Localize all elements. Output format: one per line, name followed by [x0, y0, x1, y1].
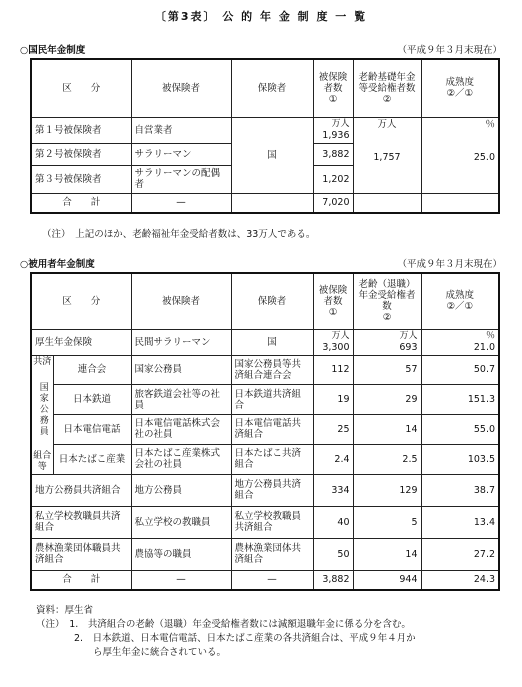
- section1-note: （注） 上記のほか、老齢福祉年金受給者数は、33万人である。: [42, 229, 316, 240]
- row-beneficiaries: [353, 329, 421, 355]
- header-insured-count-num: ①: [328, 93, 338, 105]
- total-insured: —: [131, 570, 231, 590]
- row-count: 3,882: [313, 143, 353, 165]
- row-insured: 日本たばこ産業株式会社の社員: [131, 444, 231, 474]
- total-label: 合 計: [31, 570, 131, 590]
- unit-count: 万人: [331, 119, 350, 129]
- header-beneficiaries-num: ②: [382, 93, 392, 105]
- unit-beneficiaries: 万人: [377, 118, 397, 130]
- row-maturity: 13.4: [421, 506, 499, 538]
- footnote-3: ら厚生年金に統合されている。: [36, 647, 227, 658]
- header-insurer: 保険者: [231, 59, 313, 117]
- row-beneficiaries: 5: [353, 506, 421, 538]
- row-maturity: 55.0: [421, 415, 499, 445]
- row-count: 40: [313, 506, 353, 538]
- table-row: [31, 355, 499, 385]
- total-beneficiaries: [353, 193, 421, 213]
- total-label: 合 計: [31, 193, 131, 213]
- header-beneficiaries-num: ②: [382, 312, 392, 324]
- row-insured: サラリーマン: [131, 143, 231, 165]
- row-insured: 私立学校の教職員: [131, 506, 231, 538]
- row-maturity: 50.7: [421, 355, 499, 385]
- header-beneficiaries-label: 老齢基礎年金等受給権者数: [358, 71, 416, 94]
- table-row: [31, 385, 499, 415]
- row-count: 334: [313, 474, 353, 506]
- table-row: [31, 474, 499, 506]
- row-maturity: [421, 117, 499, 193]
- row-count: 2.4: [313, 444, 353, 474]
- section1-as-of: （平成９年３月末現在）: [397, 45, 502, 56]
- row-category: 連合会: [53, 355, 131, 385]
- header-insured-count-label: 被保険者数: [318, 71, 348, 94]
- total-insurer: —: [231, 570, 313, 590]
- table-row: [31, 538, 499, 570]
- header-maturity-label: 成熟度: [445, 77, 474, 89]
- row-insurer: 日本たばこ共済組合: [231, 444, 313, 474]
- source-note: 資料：厚生省: [36, 605, 94, 616]
- row-beneficiaries: 14: [353, 538, 421, 570]
- row-category: 地方公務員共済組合: [31, 474, 131, 506]
- kyosai-group-mid: 国家公務員: [37, 381, 48, 437]
- row-category: 厚生年金保険: [31, 329, 131, 355]
- header-insured-count: [313, 59, 353, 117]
- row-beneficiaries: 29: [353, 385, 421, 415]
- total-insurer: [231, 193, 313, 213]
- row-category: 日本たばこ産業: [53, 444, 131, 474]
- row-insurer: 国: [231, 329, 313, 355]
- row-category: 日本鉄道: [53, 385, 131, 415]
- table-row: [31, 415, 499, 445]
- row-category: 第３号被保険者: [31, 165, 131, 193]
- row-beneficiaries: 57: [353, 355, 421, 385]
- total-maturity: [421, 193, 499, 213]
- row-count: [313, 329, 353, 355]
- table-row: [31, 506, 499, 538]
- kyosai-group-b: 組合等: [33, 450, 52, 472]
- row-maturity: 27.2: [421, 538, 499, 570]
- national-pension-table: [30, 58, 500, 214]
- header-beneficiaries: [353, 273, 421, 329]
- row-insured: 農協等の職員: [131, 538, 231, 570]
- row-count: 19: [313, 385, 353, 415]
- row-insured: サラリーマンの配偶者: [131, 165, 231, 193]
- total-row: [31, 193, 499, 213]
- row-category: 第２号被保険者: [31, 143, 131, 165]
- header-beneficiaries: [353, 59, 421, 117]
- row-category: 日本電信電話: [53, 415, 131, 445]
- header-insurer: 保険者: [231, 273, 313, 329]
- row-insurer: 日本電信電話共済組合: [231, 415, 313, 445]
- header-insured: 被保険者: [131, 273, 231, 329]
- count-value: 3,300: [322, 342, 350, 353]
- page-title: 〔第3表〕 公 的 年 金 制 度 一 覧: [154, 10, 368, 23]
- header-category: 区 分: [31, 59, 131, 117]
- employee-pension-table: [30, 272, 500, 591]
- row-beneficiaries: [353, 117, 421, 193]
- row-count: 50: [313, 538, 353, 570]
- row-insurer: 国: [231, 117, 313, 193]
- row-insurer: 日本鉄道共済組合: [231, 385, 313, 415]
- row-category: 第１号被保険者: [31, 117, 131, 143]
- row-insurer: 農林漁業団体共済組合: [231, 538, 313, 570]
- footnote-2: 2. 日本鉄道、日本電信電話、日本たばこ産業の各共済組合は、平成９年４月か: [36, 633, 416, 644]
- beneficiaries-value: 693: [399, 342, 418, 353]
- row-insurer: 私立学校教職員共済組合: [231, 506, 313, 538]
- total-maturity: 24.3: [421, 570, 499, 590]
- table-header-row: [31, 273, 499, 329]
- header-insured-count-label: 被保険者数: [318, 284, 348, 307]
- unit-maturity: ％: [486, 331, 496, 341]
- row-maturity: 151.3: [421, 385, 499, 415]
- total-insured: —: [131, 193, 231, 213]
- table-row: [31, 329, 499, 355]
- table-header-row: [31, 59, 499, 117]
- row-count: [313, 117, 353, 143]
- header-insured: 被保険者: [131, 59, 231, 117]
- total-beneficiaries: 944: [353, 570, 421, 590]
- footnote-1: （注） 1. 共済組合の老齢（退職）年金受給権者数には減額退職年金に係る分を含む。: [36, 619, 411, 630]
- row-category: 私立学校教職員共済組合: [31, 506, 131, 538]
- header-category: 区 分: [31, 273, 131, 329]
- row-insurer: 国家公務員等共済組合連合会: [231, 355, 313, 385]
- total-count: 3,882: [313, 570, 353, 590]
- header-insured-count-num: ①: [328, 306, 338, 318]
- kyosai-group-label: [31, 355, 53, 474]
- row-insured: 自営業者: [131, 117, 231, 143]
- maturity-value: 21.0: [473, 342, 496, 353]
- row-beneficiaries: 14: [353, 415, 421, 445]
- total-count: 7,020: [313, 193, 353, 213]
- header-maturity: [421, 273, 499, 329]
- unit-maturity: ％: [485, 118, 495, 130]
- total-row: [31, 570, 499, 590]
- beneficiaries-value: 1,757: [373, 151, 401, 163]
- row-maturity: 103.5: [421, 444, 499, 474]
- header-maturity-label: 成熟度: [445, 290, 475, 302]
- row-insured: 地方公務員: [131, 474, 231, 506]
- table-row: [31, 117, 499, 143]
- row-insured: 旅客鉄道会社等の社員: [131, 385, 231, 415]
- kyosai-group-a: 共済: [33, 356, 52, 367]
- row-maturity: 38.7: [421, 474, 499, 506]
- row-beneficiaries: 129: [353, 474, 421, 506]
- header-insured-count: [313, 273, 353, 329]
- row-maturity: [421, 329, 499, 355]
- maturity-value: 25.0: [473, 151, 495, 163]
- row-insured: 日本電信電話株式会社の社員: [131, 415, 231, 445]
- row-count: 112: [313, 355, 353, 385]
- unit-beneficiaries: 万人: [399, 331, 418, 341]
- unit-count: 万人: [331, 331, 350, 341]
- row-count: 25: [313, 415, 353, 445]
- header-maturity-num: ②／①: [446, 301, 474, 313]
- row-insurer: 地方公務員共済組合: [231, 474, 313, 506]
- row-category: 農林漁業団体職員共済組合: [31, 538, 131, 570]
- table-row: [31, 444, 499, 474]
- count-value: 1,936: [322, 130, 350, 141]
- row-insured: 国家公務員: [131, 355, 231, 385]
- header-maturity-num: ②／①: [446, 88, 474, 100]
- section1-heading: ○国民年金制度: [20, 45, 86, 56]
- header-beneficiaries-label: 老齢（退職）年金受給権者数: [358, 279, 416, 313]
- row-count: 1,202: [313, 165, 353, 193]
- section2-heading: ○被用者年金制度: [20, 259, 95, 270]
- row-beneficiaries: 2.5: [353, 444, 421, 474]
- row-insured: 民間サラリーマン: [131, 329, 231, 355]
- section2-as-of: （平成９年３月末現在）: [397, 259, 502, 270]
- header-maturity: [421, 59, 499, 117]
